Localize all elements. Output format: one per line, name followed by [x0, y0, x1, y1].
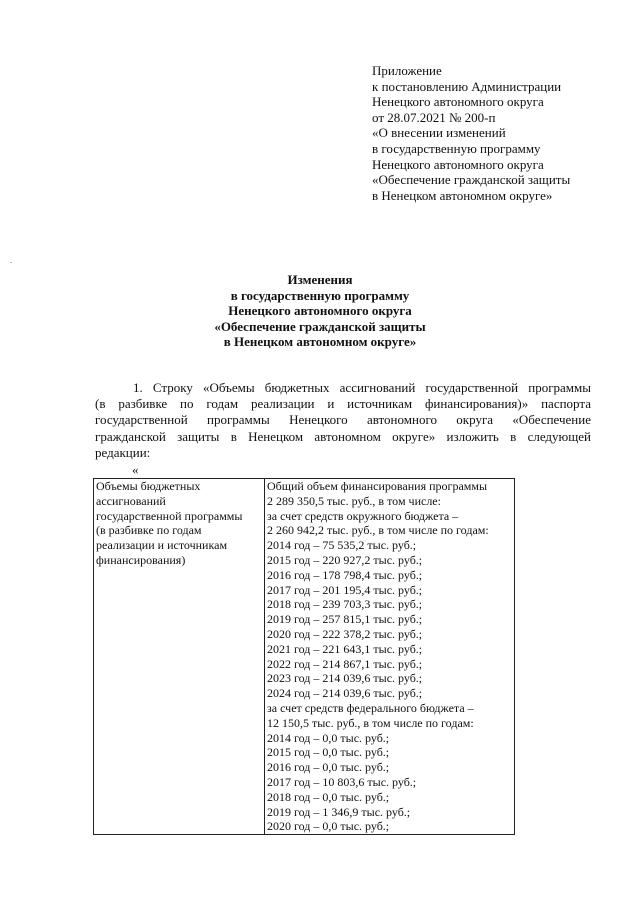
appendix-line: «О внесении изменений — [372, 125, 506, 141]
value-line: за счет средств федерального бюджета – — [267, 700, 474, 715]
value-line: 2016 год – 0,0 тыс. руб.; — [267, 760, 390, 775]
value-line: 2017 год – 10 803,6 тыс. руб.; — [267, 774, 417, 789]
label-line: ассигнований — [96, 493, 166, 508]
value-line: 2016 год – 178 798,4 тыс. руб.; — [267, 567, 423, 582]
value-line: 2024 год – 214 039,6 тыс. руб.; — [267, 686, 423, 701]
appendix-header — [372, 63, 570, 203]
passport-table — [93, 478, 515, 835]
appendix-line: Ненецкого автономного округа — [372, 94, 544, 110]
value-line: 2015 год – 0,0 тыс. руб.; — [267, 745, 390, 760]
title-line: Ненецкого автономного округа — [228, 303, 412, 318]
value-line: 2020 год – 0,0 тыс. руб.; — [267, 819, 390, 834]
value-line: 2020 год – 222 378,2 тыс. руб.; — [267, 626, 423, 641]
opening-quote: « — [132, 462, 139, 477]
appendix-line: в Ненецком автономном округе» — [372, 187, 553, 203]
value-line: 2023 год – 214 039,6 тыс. руб.; — [267, 671, 423, 686]
body-paragraph — [95, 380, 591, 461]
label-line: государственной программы — [96, 508, 243, 523]
document-title — [0, 272, 640, 350]
value-line: за счет средств окружного бюджета – — [267, 508, 459, 523]
value-line: 2018 год – 0,0 тыс. руб.; — [267, 789, 390, 804]
value-line: 12 150,5 тыс. руб., в том числе по годам: — [267, 715, 474, 730]
title-line: в государственную программу — [230, 287, 410, 303]
value-line: Общий объем финансирования программы — [267, 479, 488, 493]
value-line: 2015 год – 220 927,2 тыс. руб.; — [267, 552, 423, 567]
value-line: 2 289 350,5 тыс. руб., в том числе: — [267, 493, 441, 508]
row-value-cell — [265, 479, 515, 835]
paragraph-line: гражданской защиты в Ненецком автономном округе» изложить в следующей — [95, 428, 591, 444]
appendix-line: «Обеспечение гражданской защиты — [372, 172, 571, 188]
label-line: реализации и источникам — [96, 538, 228, 553]
appendix-line: к постановлению Администрации — [372, 78, 562, 94]
paragraph-line: редакции: — [95, 444, 151, 460]
table-row — [94, 479, 515, 835]
paragraph-line: государственной программы Ненецкого автономного округа «Обеспечение — [95, 412, 591, 428]
appendix-line: от 28.07.2021 № 200-п — [372, 109, 496, 125]
paragraph-line: (в разбивке по годам реализации и источникам финансирования)» паспорта — [95, 396, 591, 412]
value-line: 2014 год – 0,0 тыс. руб.; — [267, 730, 390, 745]
value-line: 2014 год – 75 535,2 тыс. руб.; — [267, 538, 417, 553]
label-line: Объемы бюджетных — [96, 479, 201, 493]
value-line: 2 260 942,2 тыс. руб., в том числе по годам: — [267, 523, 489, 538]
title-line: Изменения — [287, 272, 353, 287]
title-line: «Обеспечение гражданской защиты — [214, 318, 426, 334]
paragraph-line: 1. Строку «Объемы бюджетных ассигнований государственной программы — [133, 380, 591, 395]
value-line: 2021 год – 221 643,1 тыс. руб.; — [267, 641, 423, 656]
value-line: 2017 год – 201 195,4 тыс. руб.; — [267, 582, 423, 597]
scan-speck — [10, 262, 12, 263]
title-line: в Ненецком автономном округе» — [223, 334, 417, 349]
value-line: 2019 год – 1 346,9 тыс. руб.; — [267, 804, 411, 819]
appendix-line: Ненецкого автономного округа — [372, 156, 544, 172]
value-line: 2019 год – 257 815,1 тыс. руб.; — [267, 612, 423, 627]
value-line: 2018 год – 239 703,3 тыс. руб.; — [267, 597, 423, 612]
row-label-cell — [94, 479, 265, 835]
appendix-line: в государственную программу — [372, 140, 541, 156]
label-line: финансирования) — [96, 552, 186, 567]
label-line: (в разбивке по годам — [96, 523, 202, 538]
appendix-line: Приложение — [372, 63, 442, 78]
value-line: 2022 год – 214 867,1 тыс. руб.; — [267, 656, 423, 671]
